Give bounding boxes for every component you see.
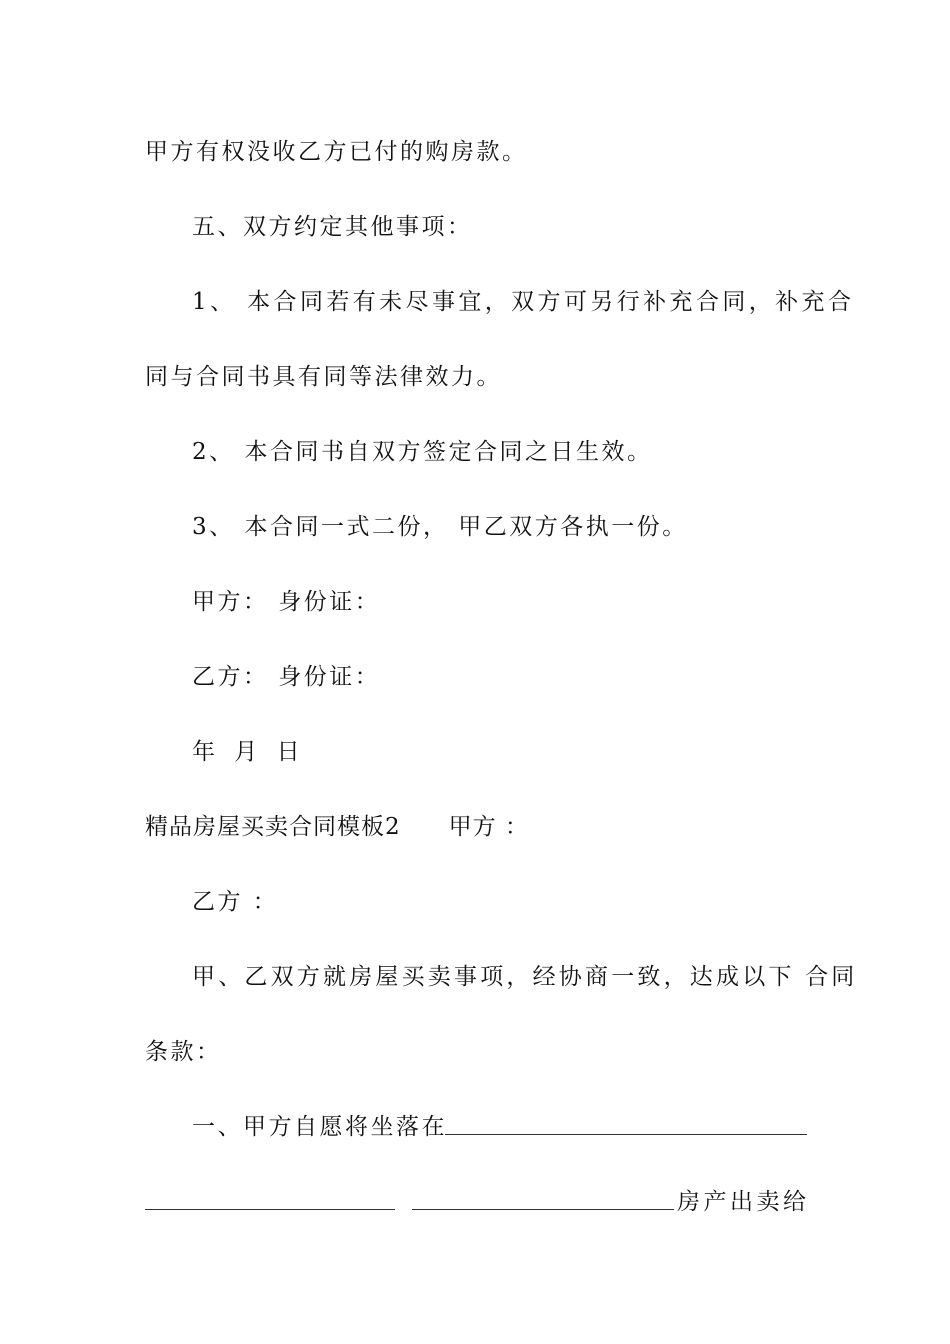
clause-intro: 甲、乙双方就房屋买卖事项，经协商一致，达成以下 合同 [192,964,858,990]
template-title: 精品房屋买卖合同模板2 [145,814,401,840]
item-1-end: 房产出卖给 [677,1189,810,1215]
section-heading: 五、双方约定其他事项： [192,214,473,240]
clause-1: 1、 本合同若有未尽事宜，双方可另行补充合同，补充合 [192,289,855,315]
address-blank-2 [145,1209,395,1210]
clause-2: 2、 本合同书自双方签定合同之日生效。 [192,439,653,465]
address-blank-1 [445,1134,807,1135]
clause-3: 3、 本合同一式二份， 甲乙双方各执一份。 [192,514,688,540]
text-line: 甲方有权没收乙方已付的购房款。 [145,139,528,165]
address-blank-3 [412,1209,674,1210]
party-a-label: 甲方 ： [448,814,529,840]
template-title-line [145,812,810,842]
party-a-signature-line: 甲方： 身份证： [192,589,381,615]
clause-1-continued: 同与合同书具有同等法律效力。 [145,364,502,390]
item-1-start: 一、甲方自愿将坐落在 [192,1114,447,1140]
party-b-signature-line: 乙方： 身份证： [192,664,381,690]
clause-intro-continued: 条款： [145,1039,222,1065]
party-b-label: 乙方 ： [192,889,279,915]
date-line: 年 月 日 [192,739,306,765]
